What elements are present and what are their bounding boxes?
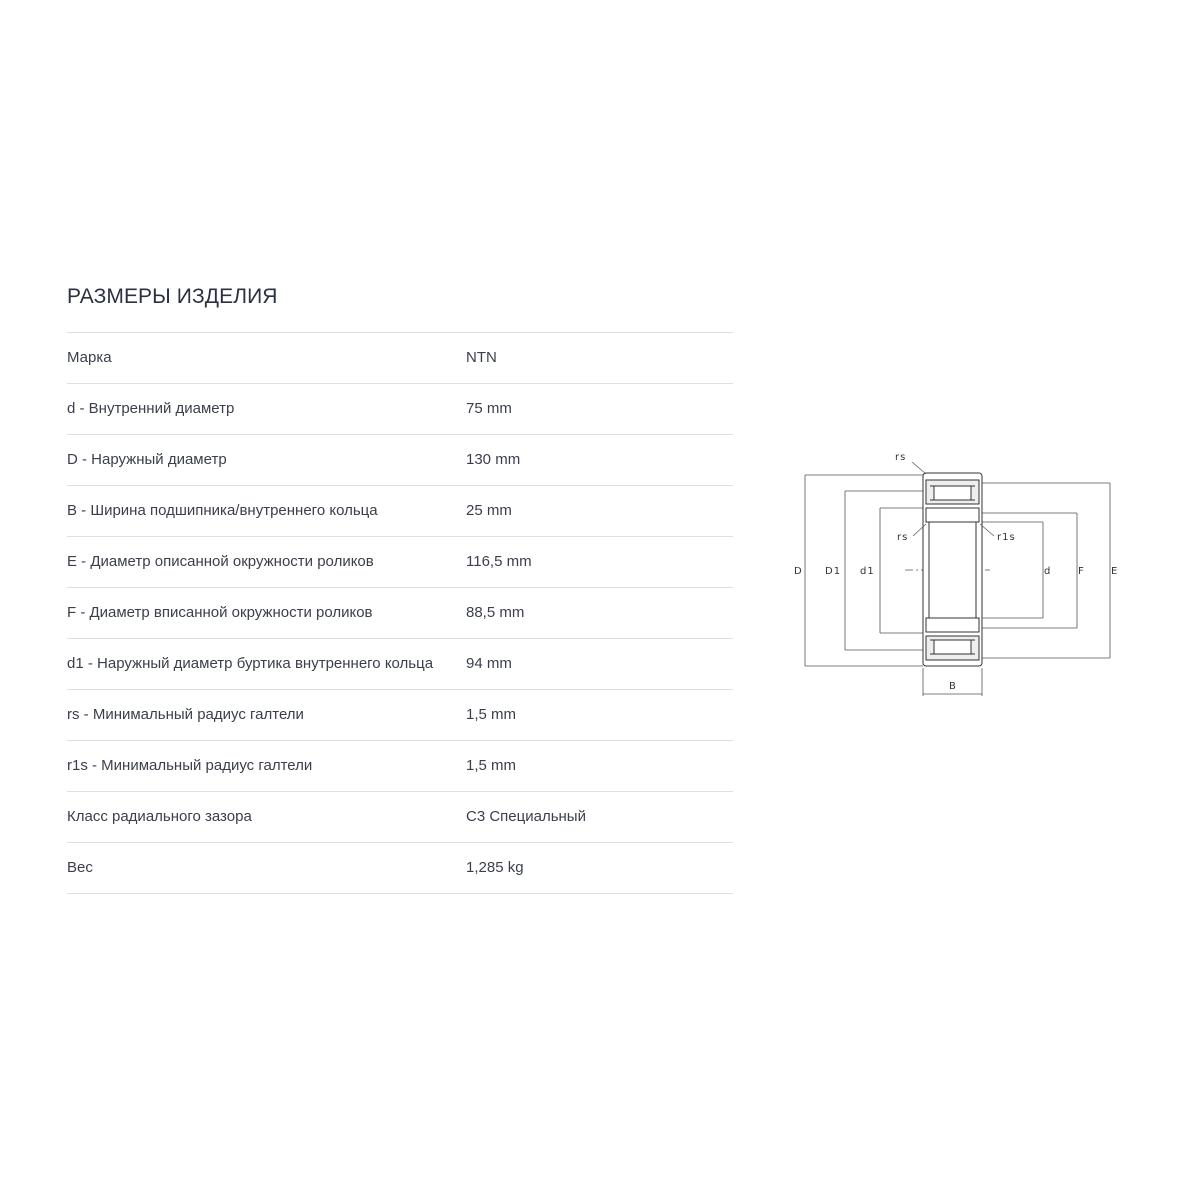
spec-label: B - Ширина подшипника/внутреннего кольца	[67, 502, 378, 519]
spec-label: E - Диаметр описанной окружности роликов	[67, 553, 374, 570]
bearing-section	[923, 473, 982, 666]
label-d: d	[1044, 566, 1052, 577]
spec-label: rs - Минимальный радиус галтели	[67, 706, 304, 723]
spec-value: 116,5 mm	[466, 553, 532, 570]
spec-value: 88,5 mm	[466, 604, 525, 621]
label-rs-mid: rs	[897, 532, 909, 543]
spec-label: D - Наружный диаметр	[67, 451, 227, 468]
spec-value: 1,285 kg	[466, 859, 524, 876]
leader-rs-top	[912, 462, 926, 474]
spec-row-rib-diameter	[67, 639, 733, 690]
spec-label: d1 - Наружный диаметр буртика внутреннего кольца	[67, 655, 434, 672]
bearing-drawing	[780, 440, 1140, 700]
label-F: F	[1078, 566, 1085, 577]
bore	[929, 522, 976, 618]
spec-row-width	[67, 486, 733, 537]
label-B: B	[949, 681, 957, 692]
spec-row-rs	[67, 690, 733, 741]
spec-label: F - Диаметр вписанной окружности роликов	[67, 604, 373, 621]
label-r1s: r1s	[997, 532, 1016, 543]
label-E: E	[1111, 566, 1119, 577]
spec-value: 1,5 mm	[466, 757, 517, 774]
spec-row-weight	[67, 843, 733, 894]
spec-row-clearance-class	[67, 792, 733, 843]
spec-label: Вес	[67, 859, 93, 876]
spec-value: 1,5 mm	[466, 706, 517, 723]
spec-value: 75 mm	[466, 400, 512, 417]
spec-row-outer-diameter	[67, 435, 733, 486]
inner-ring-top	[926, 508, 979, 522]
spec-value: NTN	[466, 349, 497, 366]
spec-value: 25 mm	[466, 502, 512, 519]
spec-label: r1s - Минимальный радиус галтели	[67, 757, 313, 774]
label-D: D	[794, 566, 803, 577]
spec-row-brand	[67, 333, 733, 384]
spec-value: 94 mm	[466, 655, 512, 672]
spec-row-inner-diameter	[67, 384, 733, 435]
spec-value: C3 Специальный	[466, 808, 586, 825]
spec-row-r1s	[67, 741, 733, 792]
spec-value: 130 mm	[466, 451, 521, 468]
spec-label: Марка	[67, 349, 112, 366]
label-rs-top: rs	[895, 452, 907, 463]
label-D1: D1	[825, 566, 842, 577]
spec-row-roller-outer-circle	[67, 537, 733, 588]
spec-label: Класс радиального зазора	[67, 808, 252, 825]
inner-ring-bottom	[926, 618, 979, 632]
spec-row-roller-inner-circle	[67, 588, 733, 639]
specs-table	[67, 332, 733, 894]
bottom-roller	[934, 640, 971, 654]
section-title: РАЗМЕРЫ ИЗДЕЛИЯ	[67, 285, 278, 308]
label-d1: d1	[860, 566, 875, 577]
top-roller	[934, 486, 971, 500]
spec-label: d - Внутренний диаметр	[67, 400, 235, 417]
